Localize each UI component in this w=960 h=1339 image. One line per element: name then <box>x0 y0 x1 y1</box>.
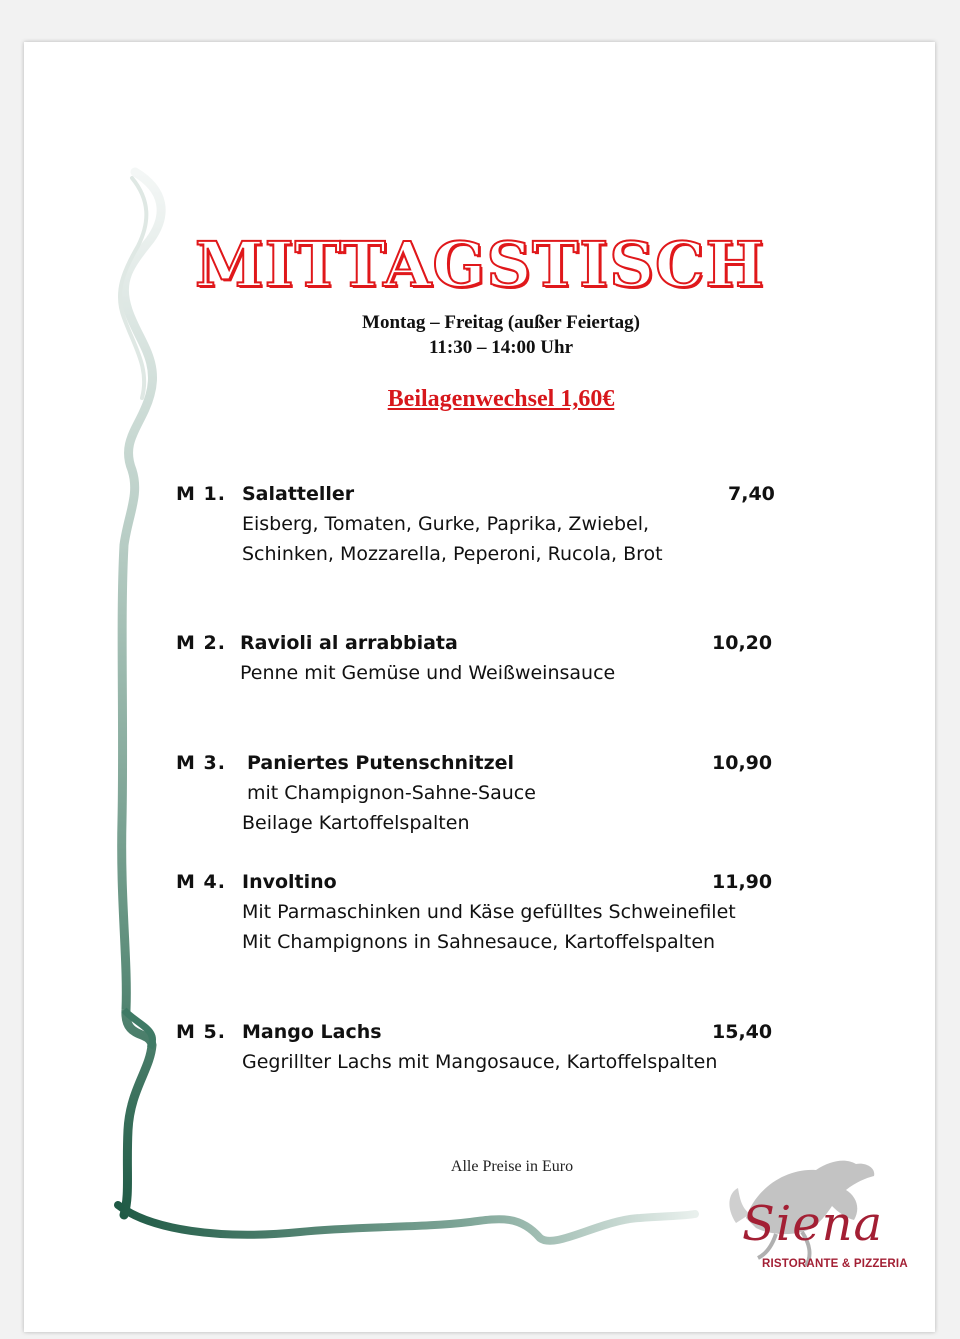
item-number: M 4. <box>176 871 226 893</box>
item-description: Penne mit Gemüse und Weißweinsauce <box>240 662 616 684</box>
item-description: mit Champignon-Sahne-Sauce <box>247 782 536 804</box>
item-price: 11,90 <box>712 871 773 893</box>
item-description: Gegrillter Lachs mit Mangosauce, Kartoffelspalten <box>242 1051 718 1073</box>
price-note: Alle Preise in Euro <box>450 1158 574 1175</box>
item-description: Mit Champignons in Sahnesauce, Kartoffelspalten <box>242 931 716 953</box>
item-description: Mit Parmaschinken und Käse gefülltes Schweinefilet <box>242 901 736 923</box>
opening-hours: 11:30 – 14:00 Uhr <box>428 337 574 358</box>
item-name: Ravioli al arrabbiata <box>240 632 458 654</box>
logo-name: Siena <box>742 1196 884 1252</box>
item-price: 7,40 <box>728 483 775 505</box>
item-description: Beilage Kartoffelspalten <box>242 812 470 834</box>
item-name: Involtino <box>242 871 337 893</box>
item-price: 15,40 <box>712 1021 773 1043</box>
item-description: Eisberg, Tomaten, Gurke, Paprika, Zwiebel, <box>242 513 650 535</box>
page-title: MITTAGSTISCH <box>195 228 765 301</box>
side-change-fee: Beilagenwechsel 1,60€ <box>387 386 615 412</box>
opening-days: Montag – Freitag (außer Feiertag) <box>362 312 640 333</box>
item-number: M 1. <box>176 483 226 505</box>
item-number: M 2. <box>176 632 226 654</box>
logo-subtitle: RISTORANTE & PIZZERIA <box>762 1258 908 1270</box>
item-price: 10,20 <box>712 632 773 654</box>
item-name: Salatteller <box>242 483 355 505</box>
item-description: Schinken, Mozzarella, Peperoni, Rucola, Brot <box>242 543 663 565</box>
item-number: M 5. <box>176 1021 226 1043</box>
item-number: M 3. <box>176 752 226 774</box>
item-price: 10,90 <box>712 752 773 774</box>
item-name: Mango Lachs <box>242 1021 382 1043</box>
item-name: Paniertes Putenschnitzel <box>247 752 515 774</box>
